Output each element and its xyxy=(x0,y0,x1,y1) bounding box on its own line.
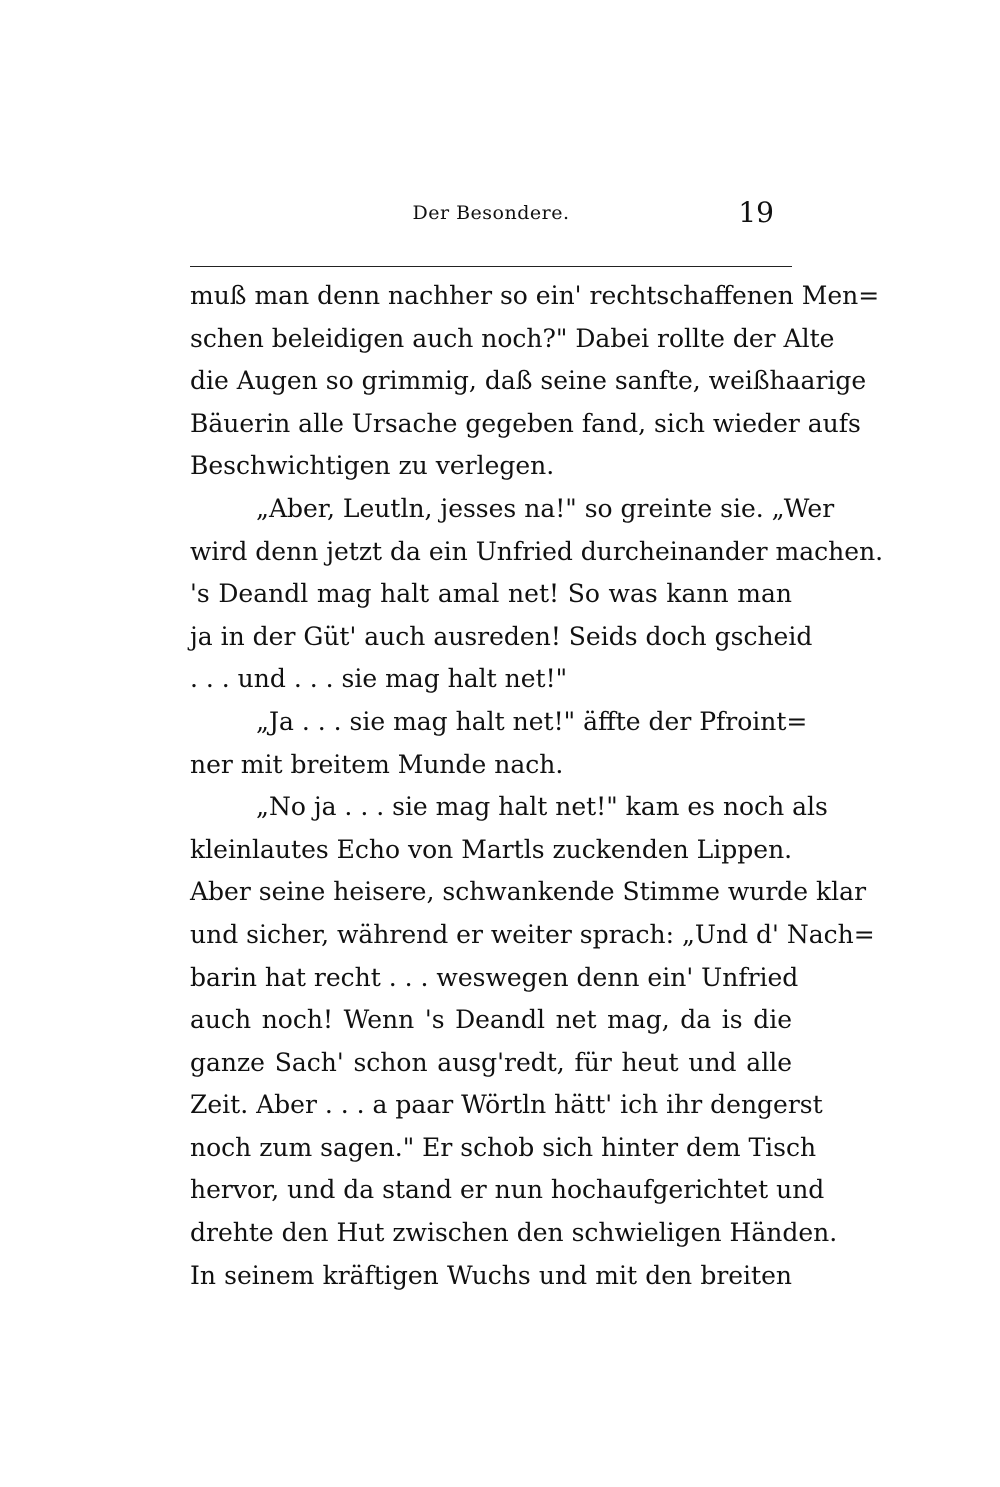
text-line: . . . und . . . sie mag halt net!" xyxy=(190,664,568,694)
text-line: ganze Sach' schon ausg'redt, für heut und alle xyxy=(190,1047,792,1077)
text-line: Aber seine heisere, schwankende Stimme wurde klar xyxy=(190,877,867,907)
text-line: die Augen so grimmig, daß seine sanfte, weißhaarige xyxy=(190,366,867,396)
text-line: Beschwichtigen zu verlegen. xyxy=(190,451,555,481)
page-header xyxy=(190,196,792,236)
text-line: ja in der Güt' auch ausreden! Seids doch gscheid xyxy=(190,621,813,651)
running-title: Der Besondere. xyxy=(412,202,570,224)
text-line: „Aber, Leutln, jesses na!" so greinte sie. „Wer xyxy=(256,493,835,523)
text-line: kleinlautes Echo von Martls zuckenden Lippen. xyxy=(190,834,793,864)
text-line: hervor, und da stand er nun hochaufgerichtet und xyxy=(190,1175,825,1205)
text-line: „Ja . . . sie mag halt net!" äffte der Pfroint= xyxy=(256,706,808,736)
text-line: Bäuerin alle Ursache gegeben fand, sich wieder aufs xyxy=(190,408,861,438)
header-rule xyxy=(190,266,792,267)
text-line: „No ja . . . sie mag halt net!" kam es noch als xyxy=(256,792,828,822)
text-line: drehte den Hut zwischen den schwieligen Händen. xyxy=(190,1218,838,1248)
text-line: noch zum sagen." Er schob sich hinter dem Tisch xyxy=(190,1132,817,1162)
text-line: schen beleidigen auch noch?" Dabei rollte der Alte xyxy=(190,323,835,353)
text-line: muß man denn nachher so ein' rechtschaffenen Men= xyxy=(190,281,880,310)
text-line: wird denn jetzt da ein Unfried durcheinander machen. xyxy=(190,536,884,566)
body-text xyxy=(190,275,884,1297)
text-line: 's Deandl mag halt amal net! So was kann man xyxy=(190,579,792,609)
text-line: Zeit. Aber . . . a paar Wörtln hätt' ich ihr dengerst xyxy=(190,1090,823,1120)
text-line: auch noch! Wenn 's Deandl net mag, da is die xyxy=(190,1005,792,1035)
text-line: und sicher, während er weiter sprach: „Und d' Nach= xyxy=(190,919,875,949)
text-line: In seinem kräftigen Wuchs und mit den breiten xyxy=(190,1260,792,1290)
text-line: barin hat recht . . . weswegen denn ein' Unfried xyxy=(190,962,799,992)
text-line: ner mit breitem Munde nach. xyxy=(190,749,564,779)
page-number: 19 xyxy=(738,196,774,229)
